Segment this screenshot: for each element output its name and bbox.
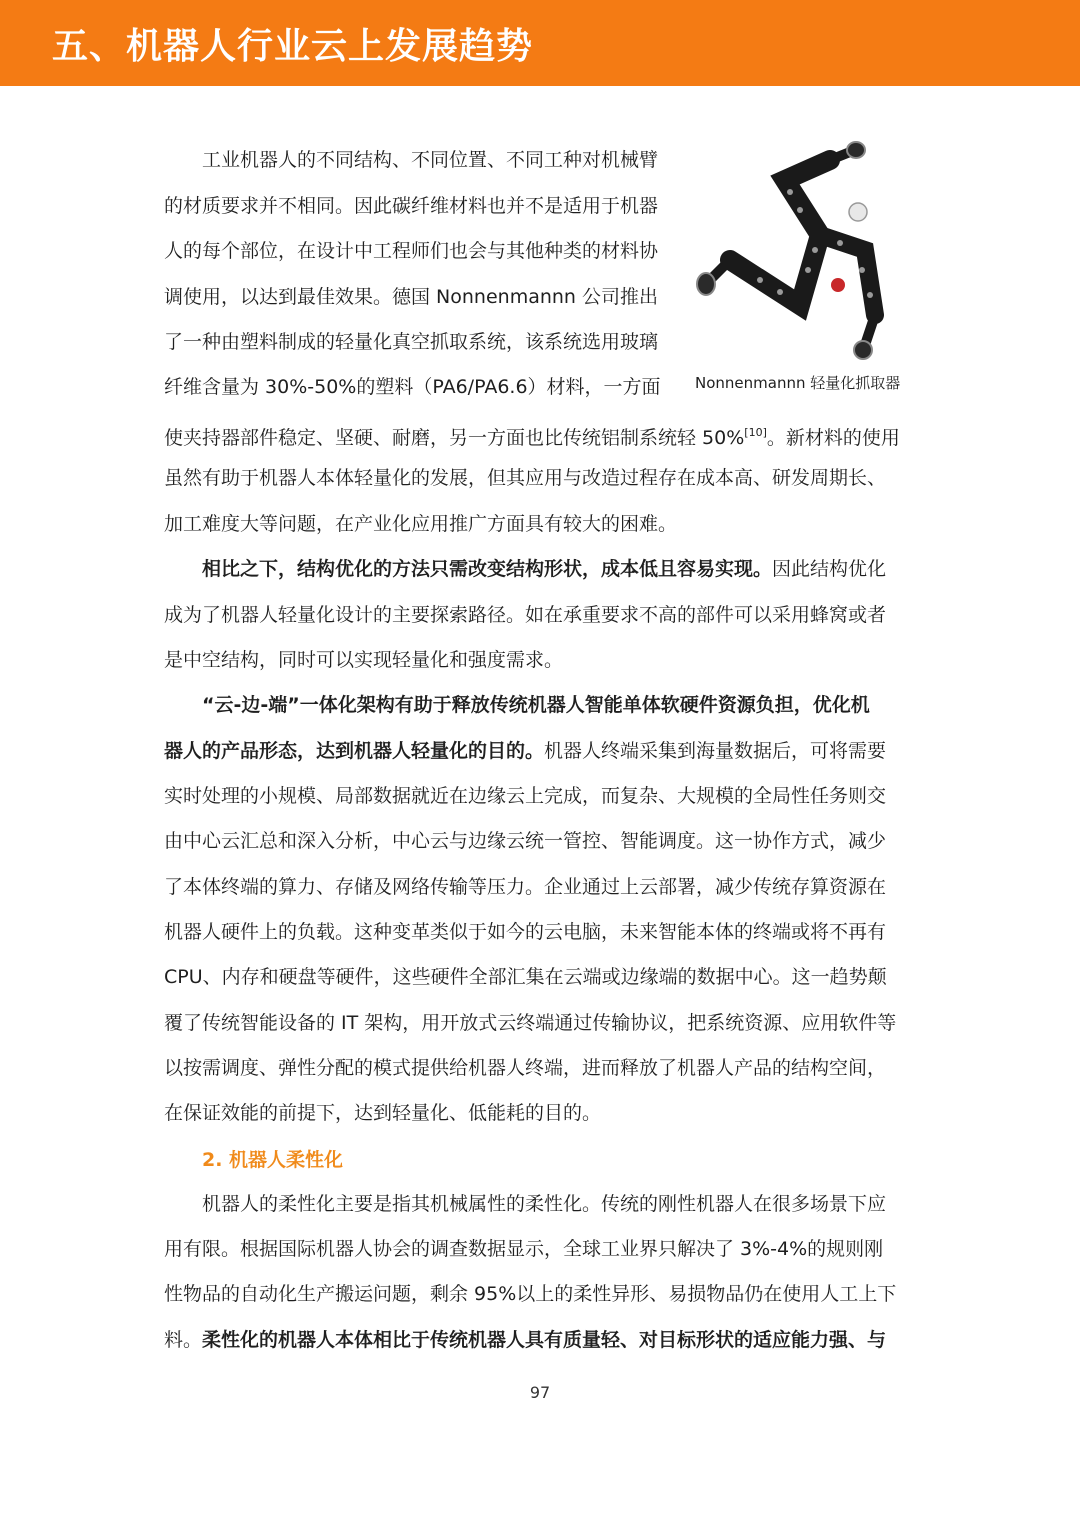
para2-line1 — [202, 557, 886, 581]
para2-emphasis: 相比之下，结构优化的方法只需改变结构形状，成本低且容易实现。 — [202, 558, 773, 580]
figure-caption: Nonnenmannn 轻量化抓取器 — [695, 374, 901, 392]
para4-emphasis: 柔性化的机器人本体相比于传统机器人具有质量轻、对目标形状的适应能力强、与 — [202, 1329, 887, 1351]
para4-line2: 用有限。根据国际机器人协会的调查数据显示，全球工业界只解决了 3%-4%的规则刚 — [164, 1238, 884, 1260]
para1-line9: 加工难度大等问题，在产业化应用推广方面具有较大的困难。 — [164, 513, 678, 535]
citation-ref: [10] — [744, 426, 767, 439]
para3-line1: “云-边-端”一体化架构有助于释放传统机器人智能单体软硬件资源负担，优化机 — [202, 694, 870, 716]
para1-line1: 工业机器人的不同结构、不同位置、不同工种对机械臂 — [202, 149, 659, 171]
para3-line2-rest: 机器人终端采集到海量数据后，可将需要 — [544, 740, 887, 762]
page-number: 97 — [529, 1383, 551, 1402]
para3-line7: CPU、内存和硬盘等硬件，这些硬件全部汇集在云端或边缘端的数据中心。这一趋势颠 — [164, 966, 887, 988]
para3-line6: 机器人硬件上的负载。这种变革类似于如今的云电脑，未来智能本体的终端或将不再有 — [164, 921, 887, 943]
para3-line5: 了本体终端的算力、存储及网络传输等压力。企业通过上云部署，减少传统存算资源在 — [164, 876, 887, 898]
para3-emphasis: 器人的产品形态，达到机器人轻量化的目的。 — [164, 740, 545, 762]
para3-line3: 实时处理的小规模、局部数据就近在边缘云上完成，而复杂、大规模的全局性任务则交 — [164, 785, 887, 807]
chapter-header-bar — [0, 0, 1080, 86]
para1-line7-tail: 。新材料的使用 — [766, 427, 900, 449]
para3-line2 — [164, 739, 886, 763]
para2-line3: 是中空结构，同时可以实现轻量化和强度需求。 — [164, 649, 564, 671]
para4-line1: 机器人的柔性化主要是指其机械属性的柔性化。传统的刚性机器人在很多场景下应 — [202, 1193, 887, 1215]
para1-line3: 人的每个部位，在设计中工程师们也会与其他种类的材料协 — [164, 240, 659, 262]
para1-line4: 调使用，以达到最佳效果。德国 Nonnenmannn 公司推出 — [164, 286, 659, 308]
para3-line4: 由中心云汇总和深入分析，中心云与边缘云统一管控、智能调度。这一协作方式，减少 — [164, 830, 887, 852]
red-vacuum-cup — [831, 278, 845, 292]
para3-line8: 覆了传统智能设备的 IT 架构，用开放式云终端通过传输协议，把系统资源、应用软件等 — [164, 1012, 897, 1034]
gripper-figure — [690, 140, 930, 366]
para3-line9: 以按需调度、弹性分配的模式提供给机器人终端，进而释放了机器人产品的结构空间， — [164, 1057, 887, 1079]
para2-line2: 成为了机器人轻量化设计的主要探索路径。如在承重要求不高的部件可以采用蜂窝或者 — [164, 604, 887, 626]
para1-line8: 虽然有助于机器人本体轻量化的发展，但其应用与改造过程存在成本高、研发周期长、 — [164, 467, 887, 489]
gripper-illustration — [690, 140, 930, 366]
para4-line3: 性物品的自动化生产搬运问题，剩余 95%以上的柔性异形、易损物品仍在使用人工上下 — [164, 1283, 897, 1305]
para4-line4 — [164, 1328, 886, 1352]
para1-line7-text: 使夹持器部件稳定、坚硬、耐磨，另一方面也比传统铝制系统轻 50% — [164, 427, 745, 449]
para1-line6: 纤维含量为 30%-50%的塑料（PA6/PA6.6）材料，一方面 — [164, 376, 661, 398]
para1-line5: 了一种由塑料制成的轻量化真空抓取系统，该系统选用玻璃 — [164, 331, 659, 353]
para1-line7 — [164, 421, 900, 450]
para1-line2: 的材质要求并不相同。因此碳纤维材料也并不是适用于机器 — [164, 195, 659, 217]
chapter-title: 五、机器人行业云上发展趋势 — [52, 26, 534, 67]
section-heading: 2. 机器人柔性化 — [202, 1149, 344, 1171]
para3-line10: 在保证效能的前提下，达到轻量化、低能耗的目的。 — [164, 1102, 602, 1124]
para2-line1-rest: 因此结构优化 — [772, 558, 887, 580]
para4-line4-start: 料。 — [164, 1329, 203, 1351]
